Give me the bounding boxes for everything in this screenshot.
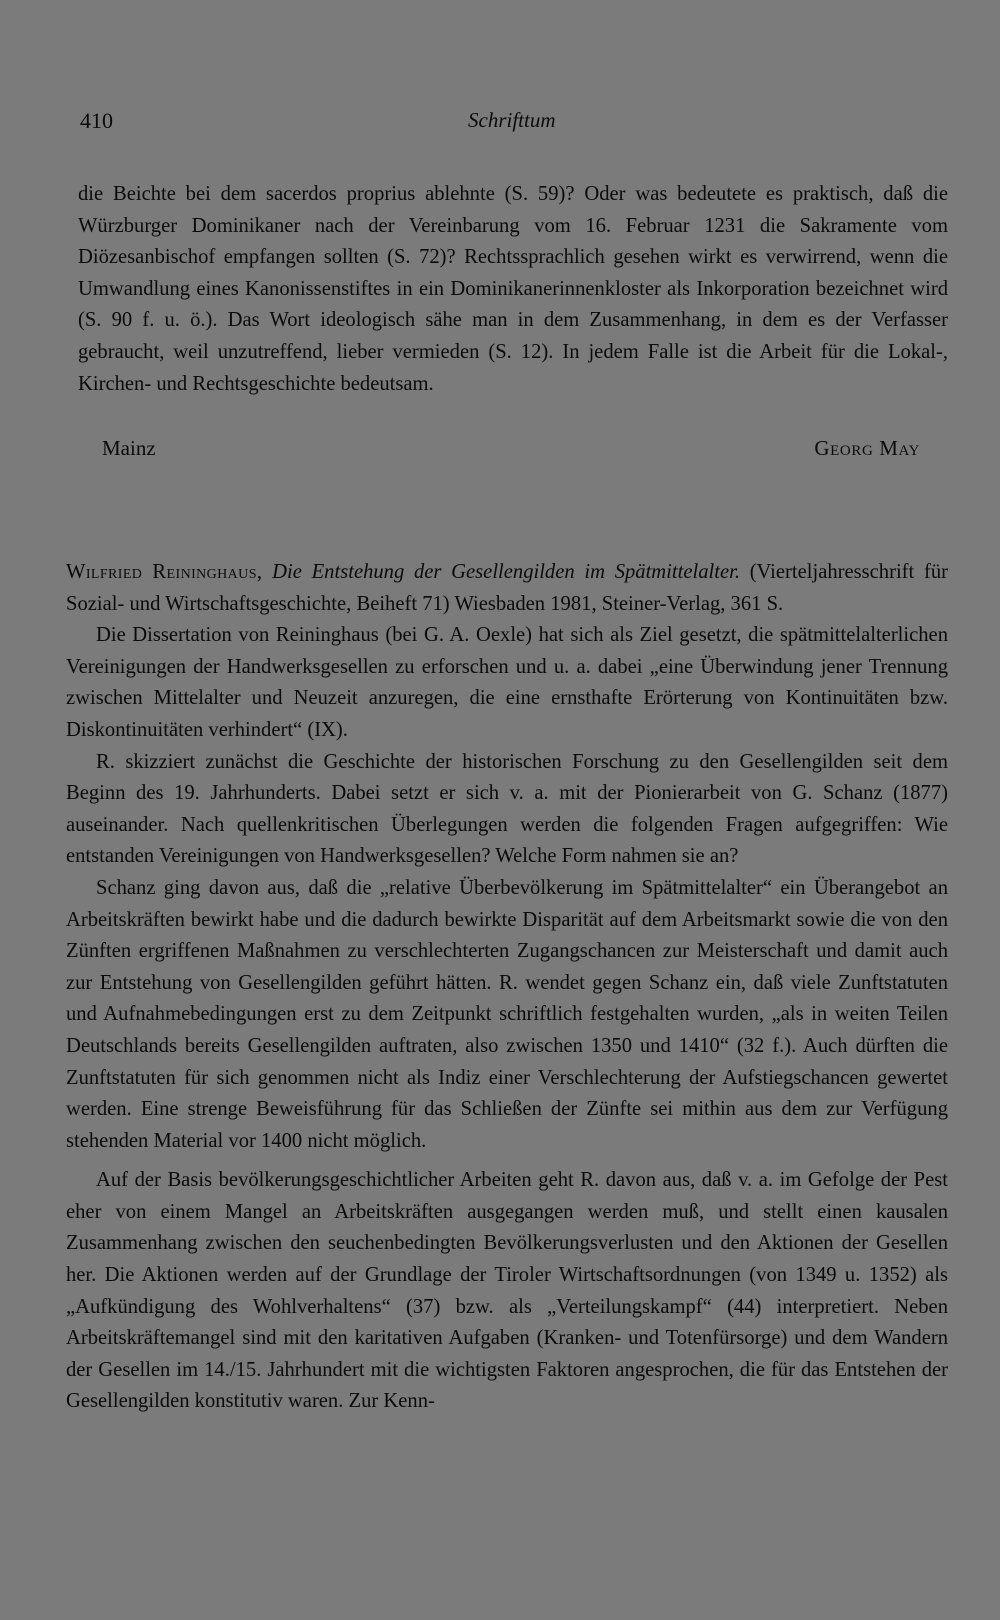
- reviewer-name: Georg May: [814, 436, 920, 460]
- bibliographic-citation: [66, 557, 948, 620]
- review-paragraph: Schanz ging davon aus, daß die „relative Überbevölkerung im Spätmittelalter“ ein Überangebot an Arbeitskräften bewirkt habe und die dadurch bewirkte Disparität auf dem Arbeitsmarkt sowie die von den Zünften ergriffenen Maßnahmen zu verschlechterten Zugangschancen zur Meisterschaft und damit auch zur Entstehung von Gesellengilden geführt hätten. R. wendet gegen Schanz ein, daß viele Zunftstatuten und Aufnahmebedingungen erst zu dem Zeitpunkt schriftlich festgehalten wurden, „als in weiten Teilen Deutschlands bereits Gesellengilden auftraten, also zwischen 1350 und 1410“ (32 f.). Auch dürften die Zunftstatuten für sich genommen nicht als Indiz einer Verschlechterung der Aufstiegschancen gewertet werden. Eine strenge Beweisführung für das Schließen der Zünfte sei mithin aus dem zur Verfügung stehenden Material vor 1400 nicht möglich.: [66, 876, 948, 1152]
- running-title: Schrifttum: [468, 108, 556, 132]
- book-review: [66, 557, 948, 1418]
- book-title: Die Entstehung der Gesellengilden im Spätmittelalter.: [272, 561, 740, 583]
- review-paragraph: Die Dissertation von Reininghaus (bei G. A. Oexle) hat sich als Ziel gesetzt, die spätmittelalterlichen Vereinigungen der Handwerksgesellen zu erforschen und u. a. dabei „eine Überwindung jener Trennung zwischen Mittelalter und Neuzeit anzuregen, die eine ernsthafte Erörterung von Kontinuitäten bzw. Diskontinuitäten verhindert“ (IX).: [66, 624, 948, 741]
- page-header: [80, 108, 940, 142]
- review-place: Mainz: [102, 436, 156, 460]
- page-number: 410: [80, 108, 113, 133]
- previous-review-ending: [78, 179, 948, 400]
- citation-details: (Vierteljahresschrift für Sozial- und Wirtschaftsgeschichte, Beiheft 71) Wiesbaden 1981, Steiner-Verlag, 361 S.: [66, 561, 948, 615]
- review-paragraph: Auf der Basis bevölkerungsgeschichtlicher Arbeiten geht R. davon aus, daß v. a. im Gefolge der Pest eher von einem Mangel an Arbeitskräften ausgegangen werden muß, und stellt einen kausalen Zusammenhang zwischen den seuchenbedingten Bevölkerungsverlusten und den Aktionen der Gesellen her. Die Aktionen werden auf der Grundlage der Tiroler Wirtschaftsordnungen (von 1349 u. 1352) als „Aufkündigung des Wohlverhaltens“ (37) bzw. als „Verteilungskampf“ (44) interpretiert. Neben Arbeitskräftemangel sind mit den karitativen Aufgaben (Kranken- und Totenfürsorge) und dem Wandern der Gesellen im 14./15. Jahrhundert mit die wichtigsten Faktoren angesprochen, die für das Entstehen der Gesellengilden konstitutiv waren. Zur Kenn-: [66, 1169, 948, 1413]
- previous-review-paragraph: die Beichte bei dem sacerdos proprius ablehnte (S. 59)? Oder was bedeutete es praktisch, daß die Würzburger Dominikaner nach der Vereinbarung vom 16. Februar 1231 die Sakramente vom Diözesanbischof empfangen sollten (S. 72)? Rechtssprachlich gesehen wirkt es verwirrend, wenn die Umwandlung eines Kanonissenstiftes in ein Dominikanerinnenkloster als Inkorporation bezeichnet wird (S. 90 f. u. ö.). Das Wort ideologisch sähe man in dem Zusammenhang, in dem es der Verfasser gebraucht, weil unzutreffend, lieber vermieden (S. 12). In jedem Falle ist die Arbeit für die Lokal-, Kirchen- und Rechtsgeschichte bedeutsam.: [78, 183, 948, 395]
- review-paragraph: R. skizziert zunächst die Geschichte der historischen Forschung zu den Gesellengilden seit dem Beginn des 19. Jahrhunderts. Dabei setzt er sich v. a. mit der Pionierarbeit von G. Schanz (1877) auseinander. Nach quellenkritischen Überlegungen werden die folgenden Fragen aufgegriffen: Wie entstanden Vereinigungen von Handwerksgesellen? Welche Form nahmen sie an?: [66, 750, 948, 868]
- review-signoff: [80, 436, 920, 468]
- book-author: Wilfried Reininghaus,: [66, 561, 263, 583]
